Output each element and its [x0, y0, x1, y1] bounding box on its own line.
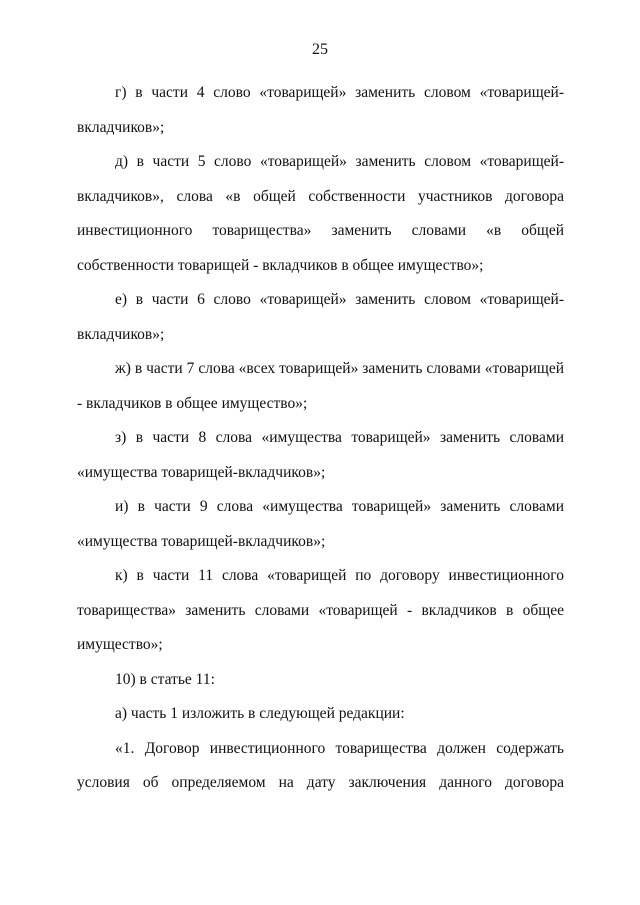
paragraph-a: а) часть 1 изложить в следующей редакции:	[115, 705, 405, 722]
paragraph-zh: ж) в части 7 слова «всех товарищей» заменить словами «товарищей - вкладчиков в общее имущество»;	[77, 360, 564, 412]
document-body	[77, 76, 564, 801]
paragraph-g: г) в части 4 слово «товарищей» заменить словом «товарищей-вкладчиков»;	[77, 84, 564, 136]
paragraph-z: з) в части 8 слова «имущества товарищей» заменить словами «имущества товарищей-вкладчиков»;	[77, 429, 564, 481]
paragraph-d: д) в части 5 слово «товарищей» заменить словом «товарищей-вкладчиков», слова «в общей собственности участников договора инвестиционного товарищества» заменить словами «в общей собственности товарищей - вкладчиков в общее имущество»;	[77, 153, 564, 274]
paragraph-item-10: 10) в статье 11:	[115, 670, 215, 688]
paragraph-i: и) в части 9 слова «имущества товарищей» заменить словами «имущества товарищей-вкладчиков»;	[77, 498, 564, 550]
paragraph-k: к) в части 11 слова «товарищей по договору инвестиционного товарищества» заменить словами «товарищей - вкладчиков в общее имущество»;	[77, 567, 564, 653]
page-number: 25	[312, 41, 328, 58]
paragraph-e: е) в части 6 слово «товарищей» заменить словом «товарищей-вкладчиков»;	[77, 291, 564, 343]
paragraph-quote-start: «1. Договор инвестиционного товарищества должен содержать условия об определяемом на дату заключения данного договора	[77, 739, 564, 791]
